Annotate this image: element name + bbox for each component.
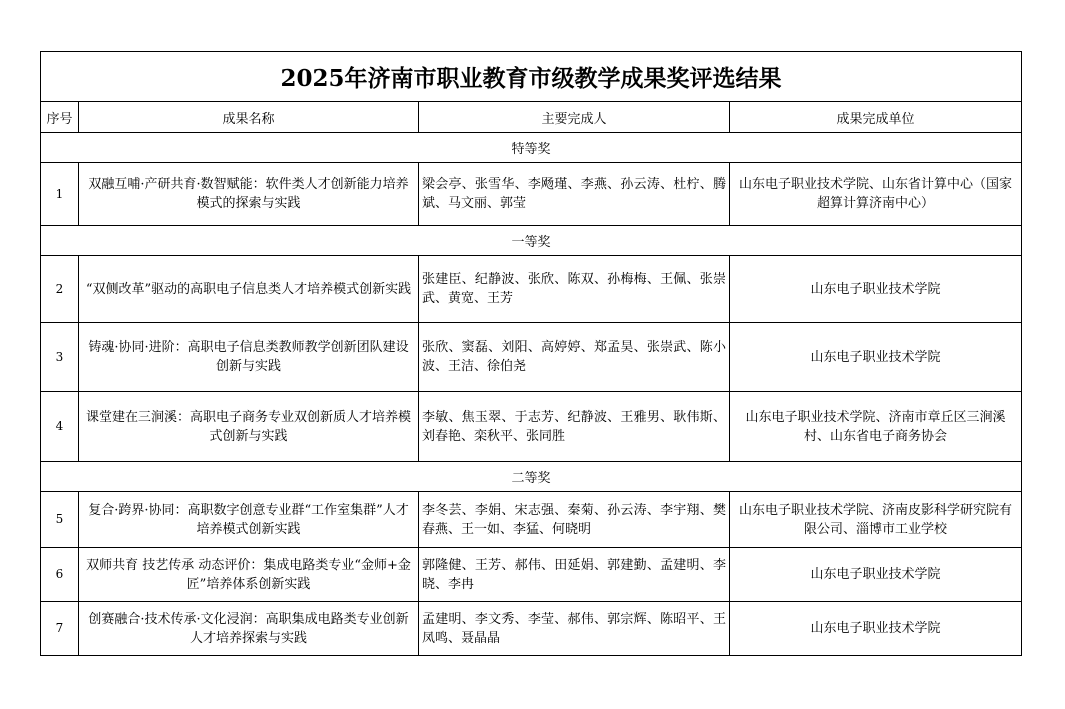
table-row [41, 323, 1022, 392]
section-label-first: 一等奖 [41, 226, 1022, 256]
row-people: 郭隆健、王芳、郝伟、田延娟、郭建勤、孟建明、李晓、李冉 [419, 548, 730, 602]
section-row-special [41, 133, 1022, 163]
section-row-first [41, 226, 1022, 256]
row-people: 李冬芸、李娟、宋志强、秦菊、孙云涛、李宇翔、樊春燕、王一如、李猛、何晓明 [419, 492, 730, 548]
row-name: 课堂建在三涧溪：高职电子商务专业双创新质人才培养模式创新与实践 [79, 392, 419, 462]
table-row [41, 256, 1022, 323]
row-seq: 1 [41, 163, 79, 226]
row-people: 孟建明、李文秀、李莹、郝伟、郭宗辉、陈昭平、王凤鸣、聂晶晶 [419, 602, 730, 656]
row-unit: 山东电子职业技术学院 [730, 548, 1022, 602]
row-name: “双侧改革”驱动的高职电子信息类人才培养模式创新实践 [79, 256, 419, 323]
header-name: 成果名称 [79, 102, 419, 133]
row-people: 张欣、窦磊、刘阳、高婷婷、郑孟昊、张崇武、陈小波、王洁、徐伯尧 [419, 323, 730, 392]
row-seq: 4 [41, 392, 79, 462]
row-name: 双融互哺·产研共育·数智赋能：软件类人才创新能力培养模式的探索与实践 [79, 163, 419, 226]
row-seq: 2 [41, 256, 79, 323]
row-seq: 6 [41, 548, 79, 602]
table-row [41, 163, 1022, 226]
section-label-second: 二等奖 [41, 462, 1022, 492]
row-name: 复合·跨界·协同：高职数字创意专业群“工作室集群”人才培养模式创新实践 [79, 492, 419, 548]
row-name: 铸魂·协同·进阶：高职电子信息类教师教学创新团队建设创新与实践 [79, 323, 419, 392]
row-unit: 山东电子职业技术学院 [730, 256, 1022, 323]
row-unit: 山东电子职业技术学院 [730, 602, 1022, 656]
row-name: 双师共育 技艺传承 动态评价：集成电路类专业“金师+金匠”培养体系创新实践 [79, 548, 419, 602]
header-unit: 成果完成单位 [730, 102, 1022, 133]
section-row-second [41, 462, 1022, 492]
row-seq: 3 [41, 323, 79, 392]
section-label-special: 特等奖 [41, 133, 1022, 163]
row-name: 创赛融合·技术传承·文化浸润：高职集成电路类专业创新人才培养探索与实践 [79, 602, 419, 656]
row-people: 梁会亭、张雪华、李飏瑾、李燕、孙云涛、杜柠、腾斌、马文丽、郭莹 [419, 163, 730, 226]
header-seq: 序号 [41, 102, 79, 133]
row-people: 李敏、焦玉翠、于志芳、纪静波、王雅男、耿伟斯、刘春艳、栾秋平、张同胜 [419, 392, 730, 462]
title-row [41, 52, 1022, 102]
table-row [41, 548, 1022, 602]
row-seq: 7 [41, 602, 79, 656]
table-row [41, 602, 1022, 656]
row-unit: 山东电子职业技术学院、济南皮影科学研究院有限公司、淄博市工业学校 [730, 492, 1022, 548]
results-table [40, 51, 1022, 656]
row-seq: 5 [41, 492, 79, 548]
row-unit: 山东电子职业技术学院、山东省计算中心（国家超算计算济南中心） [730, 163, 1022, 226]
table-row [41, 492, 1022, 548]
row-unit: 山东电子职业技术学院 [730, 323, 1022, 392]
page-title: 2025年济南市职业教育市级教学成果奖评选结果 [41, 52, 1022, 102]
row-unit: 山东电子职业技术学院、济南市章丘区三涧溪村、山东省电子商务协会 [730, 392, 1022, 462]
header-people: 主要完成人 [419, 102, 730, 133]
row-people: 张建臣、纪静波、张欣、陈双、孙梅梅、王佩、张崇武、黄宽、王芳 [419, 256, 730, 323]
header-row [41, 102, 1022, 133]
table-row [41, 392, 1022, 462]
